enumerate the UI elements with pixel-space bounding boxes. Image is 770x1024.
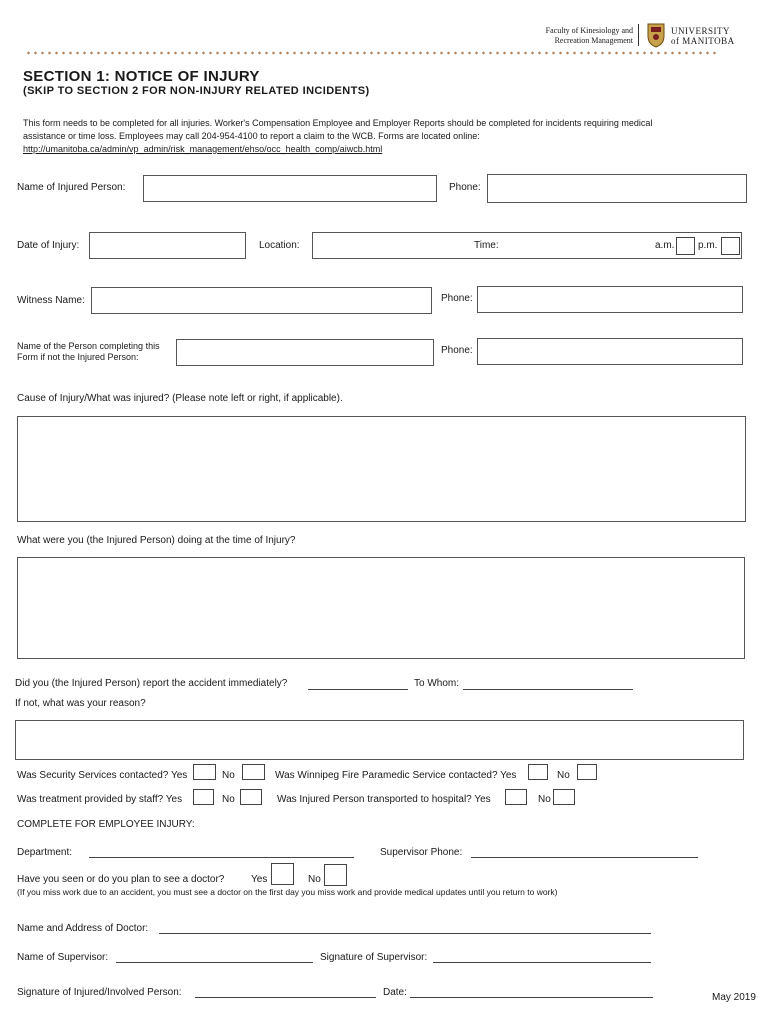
- intro-text: This form needs to be completed for all injuries. Worker's Compensation Employee and Employer Reports should be completed for incidents requiring medical assistance or time loss. Employees may call 204-954-4100 to report a claim to the WCB. Forms are located online:: [23, 118, 653, 141]
- witness-name-label: Witness Name:: [17, 295, 85, 306]
- phone-label-1: Phone:: [449, 182, 481, 193]
- faculty-line-2: Recreation Management: [554, 36, 633, 45]
- name-injured-label: Name of Injured Person:: [17, 182, 126, 193]
- cause-label: Cause of Injury/What was injured? (Please note left or right, if applicable).: [17, 393, 343, 404]
- department-line[interactable]: [89, 857, 354, 858]
- am-checkbox[interactable]: [676, 237, 695, 255]
- reason-field[interactable]: [15, 720, 744, 760]
- date-line[interactable]: [410, 997, 653, 998]
- header-dotted-divider: [25, 51, 717, 55]
- university-name: [671, 26, 735, 46]
- transported-no-label: No: [538, 794, 551, 805]
- logo-divider: [638, 24, 639, 46]
- fire-no-checkbox[interactable]: [577, 764, 597, 780]
- to-whom-label: To Whom:: [414, 678, 460, 689]
- university-line-2: of MANITOBA: [671, 36, 735, 46]
- fire-no-label: No: [557, 770, 570, 781]
- doing-textarea[interactable]: [17, 557, 745, 659]
- date-injury-label: Date of Injury:: [17, 240, 80, 251]
- report-immediately-label: Did you (the Injured Person) report the accident immediately?: [15, 678, 288, 689]
- report-immediately-line[interactable]: [308, 689, 408, 690]
- supervisor-name-line[interactable]: [116, 962, 313, 963]
- security-yes-checkbox[interactable]: [193, 764, 216, 780]
- university-line-1: UNIVERSITY: [671, 26, 730, 36]
- transported-yes-checkbox[interactable]: [505, 789, 527, 805]
- doctor-note: (If you miss work due to an accident, you must see a doctor on the first day you miss work and provide medical updates until you return to work): [17, 887, 558, 897]
- pm-label: p.m.: [698, 240, 718, 251]
- phone-field-2[interactable]: [477, 286, 743, 313]
- reason-label: If not, what was your reason?: [15, 698, 146, 709]
- signature-injured-label: Signature of Injured/Involved Person:: [17, 987, 182, 998]
- transported-label: Was Injured Person transported to hospital? Yes: [277, 794, 491, 805]
- time-label: Time:: [474, 240, 499, 251]
- section-subtitle: (SKIP TO SECTION 2 FOR NON-INJURY RELATED INCIDENTS): [23, 85, 370, 97]
- footer-date: May 2019: [712, 992, 756, 1003]
- to-whom-line[interactable]: [463, 689, 633, 690]
- doing-label: What were you (the Injured Person) doing at the time of Injury?: [17, 535, 296, 546]
- witness-name-field[interactable]: [91, 287, 432, 314]
- phone-field-1[interactable]: [487, 174, 747, 203]
- transported-no-checkbox[interactable]: [553, 789, 575, 805]
- doctor-no-checkbox[interactable]: [324, 864, 347, 886]
- supervisor-phone-label: Supervisor Phone:: [380, 847, 463, 858]
- supervisor-phone-line[interactable]: [471, 857, 698, 858]
- security-no-checkbox[interactable]: [242, 764, 265, 780]
- university-crest-icon: [646, 22, 666, 48]
- treatment-no-checkbox[interactable]: [240, 789, 262, 805]
- doctor-address-line[interactable]: [159, 933, 651, 934]
- supervisor-signature-line[interactable]: [433, 962, 651, 963]
- fire-yes-checkbox[interactable]: [528, 764, 548, 780]
- date-label: Date:: [383, 987, 407, 998]
- intro-paragraph: [23, 117, 683, 156]
- signature-injured-line[interactable]: [195, 997, 376, 998]
- location-label: Location:: [259, 240, 300, 251]
- date-injury-field[interactable]: [89, 232, 246, 259]
- supervisor-name-label: Name of Supervisor:: [17, 952, 109, 963]
- am-label: a.m.: [655, 240, 675, 251]
- cause-textarea[interactable]: [17, 416, 746, 522]
- treatment-no-label: No: [222, 794, 235, 805]
- doctor-yes-label: Yes: [251, 874, 268, 885]
- phone-label-2: Phone:: [441, 293, 473, 304]
- employee-injury-heading: COMPLETE FOR EMPLOYEE INJURY:: [17, 819, 195, 830]
- treatment-yes-checkbox[interactable]: [193, 789, 214, 805]
- doctor-address-label: Name and Address of Doctor:: [17, 923, 149, 934]
- name-injured-field[interactable]: [143, 175, 437, 202]
- see-doctor-label: Have you seen or do you plan to see a doctor?: [17, 874, 225, 885]
- pm-checkbox[interactable]: [721, 237, 740, 255]
- faculty-line-1: Faculty of Kinesiology and: [545, 26, 633, 35]
- security-no-label: No: [222, 770, 235, 781]
- faculty-name: [520, 26, 633, 46]
- supervisor-signature-label: Signature of Supervisor:: [320, 952, 428, 963]
- person-completing-field[interactable]: [176, 339, 434, 366]
- person-completing-label: Name of the Person completing this Form if not the Injured Person:: [17, 341, 160, 362]
- fire-paramedic-label: Was Winnipeg Fire Paramedic Service contacted? Yes: [275, 770, 517, 781]
- phone-field-3[interactable]: [477, 338, 743, 365]
- doctor-no-label: No: [308, 874, 321, 885]
- security-contacted-label: Was Security Services contacted? Yes: [17, 770, 188, 781]
- doctor-yes-checkbox[interactable]: [271, 863, 294, 885]
- department-label: Department:: [17, 847, 73, 858]
- section-title: SECTION 1: NOTICE OF INJURY: [23, 68, 260, 85]
- treatment-staff-label: Was treatment provided by staff? Yes: [17, 794, 183, 805]
- wcb-forms-link[interactable]: http://umanitoba.ca/admin/vp_admin/risk_management/ehso/occ_health_comp/aiwcb.html: [23, 144, 383, 154]
- phone-label-3: Phone:: [441, 345, 473, 356]
